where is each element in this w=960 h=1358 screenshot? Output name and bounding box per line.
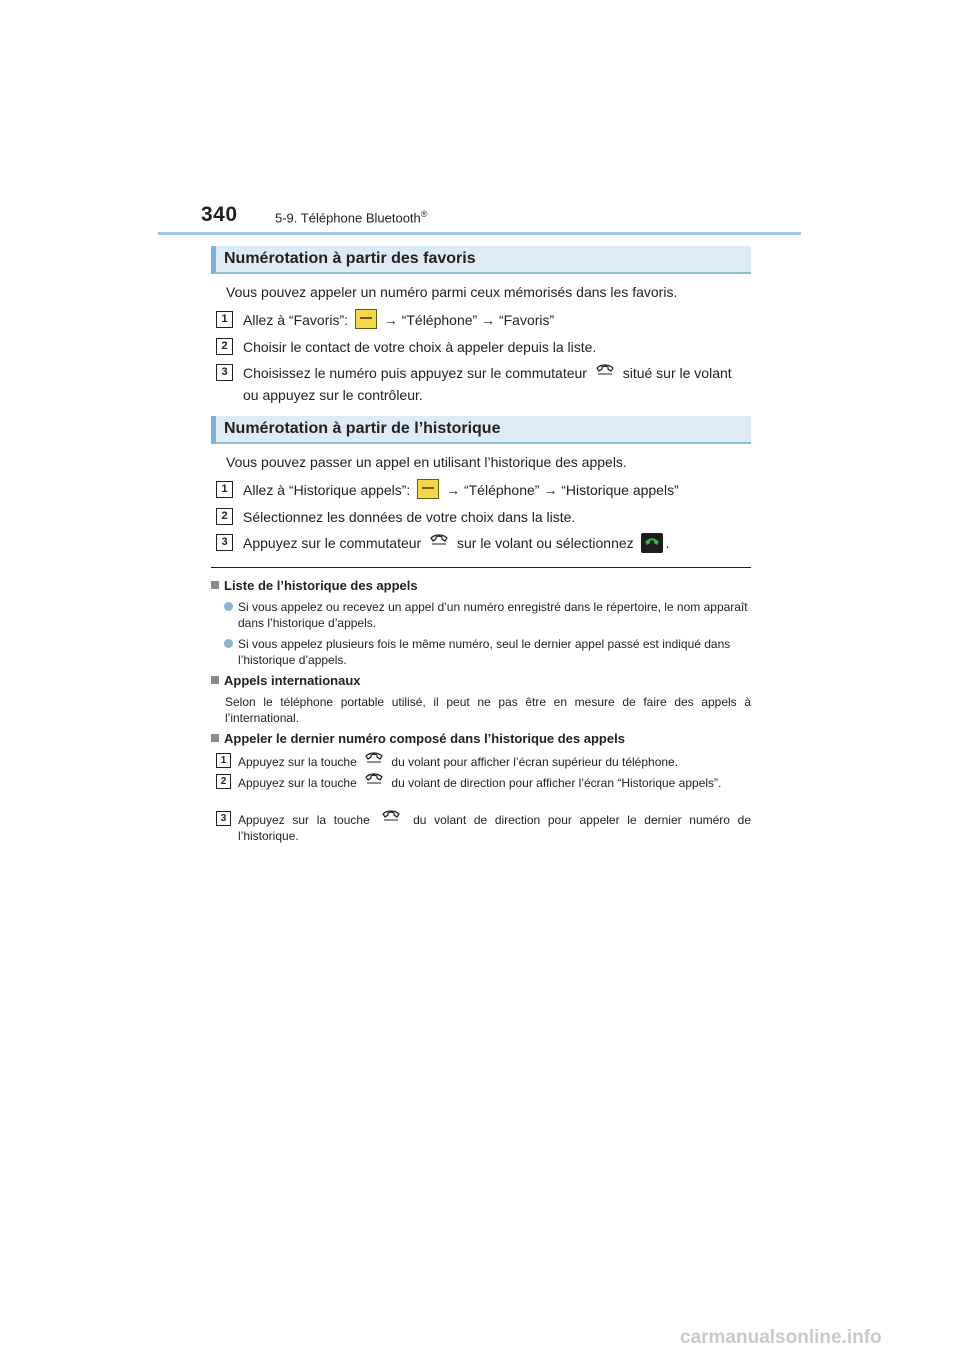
step-number: 3	[216, 534, 233, 551]
note-intl-text: Selon le téléphone portable utilisé, il peut ne pas être en mesure de faire des appels à l’international.	[225, 695, 751, 725]
call-button-icon	[641, 533, 663, 553]
step-number: 1	[216, 481, 233, 498]
step-number: 2	[216, 338, 233, 355]
phone-handset-icon	[364, 773, 384, 787]
step-number: 2	[216, 774, 231, 789]
favoris-intro: Vous pouvez appeler un numéro parmi ceux mémorisés dans les favoris.	[226, 284, 678, 300]
square-bullet-icon	[211, 734, 219, 742]
chapter-title: 5-9. Téléphone Bluetooth®	[275, 209, 428, 226]
watermark: carmanualsonline.info	[680, 1327, 882, 1348]
circle-bullet-icon	[224, 639, 233, 648]
menu-button-icon	[355, 309, 377, 329]
phone-handset-icon	[429, 534, 449, 548]
phone-handset-icon	[381, 810, 401, 824]
step-number: 1	[216, 311, 233, 328]
section-favoris-title: Numérotation à partir des favoris	[211, 246, 751, 274]
square-bullet-icon	[211, 581, 219, 589]
header-rule	[158, 232, 801, 235]
note-last-title: Appeler le dernier numéro composé dans l’historique des appels	[211, 731, 625, 746]
step-number: 3	[216, 811, 231, 826]
phone-handset-icon	[364, 752, 384, 766]
phone-handset-icon	[595, 364, 615, 378]
page-number: 340	[201, 203, 238, 226]
step-number: 2	[216, 508, 233, 525]
note-intl-title: Appels internationaux	[211, 673, 361, 688]
circle-bullet-icon	[224, 602, 233, 611]
step-number: 1	[216, 753, 231, 768]
historique-intro: Vous pouvez passer un appel en utilisant l’historique des appels.	[226, 454, 627, 470]
note-liste-title: Liste de l’historique des appels	[211, 578, 418, 593]
section-historique-title: Numérotation à partir de l’historique	[211, 416, 751, 444]
square-bullet-icon	[211, 676, 219, 684]
notes-rule	[211, 567, 751, 568]
step-number: 3	[216, 364, 233, 381]
menu-button-icon	[417, 479, 439, 499]
